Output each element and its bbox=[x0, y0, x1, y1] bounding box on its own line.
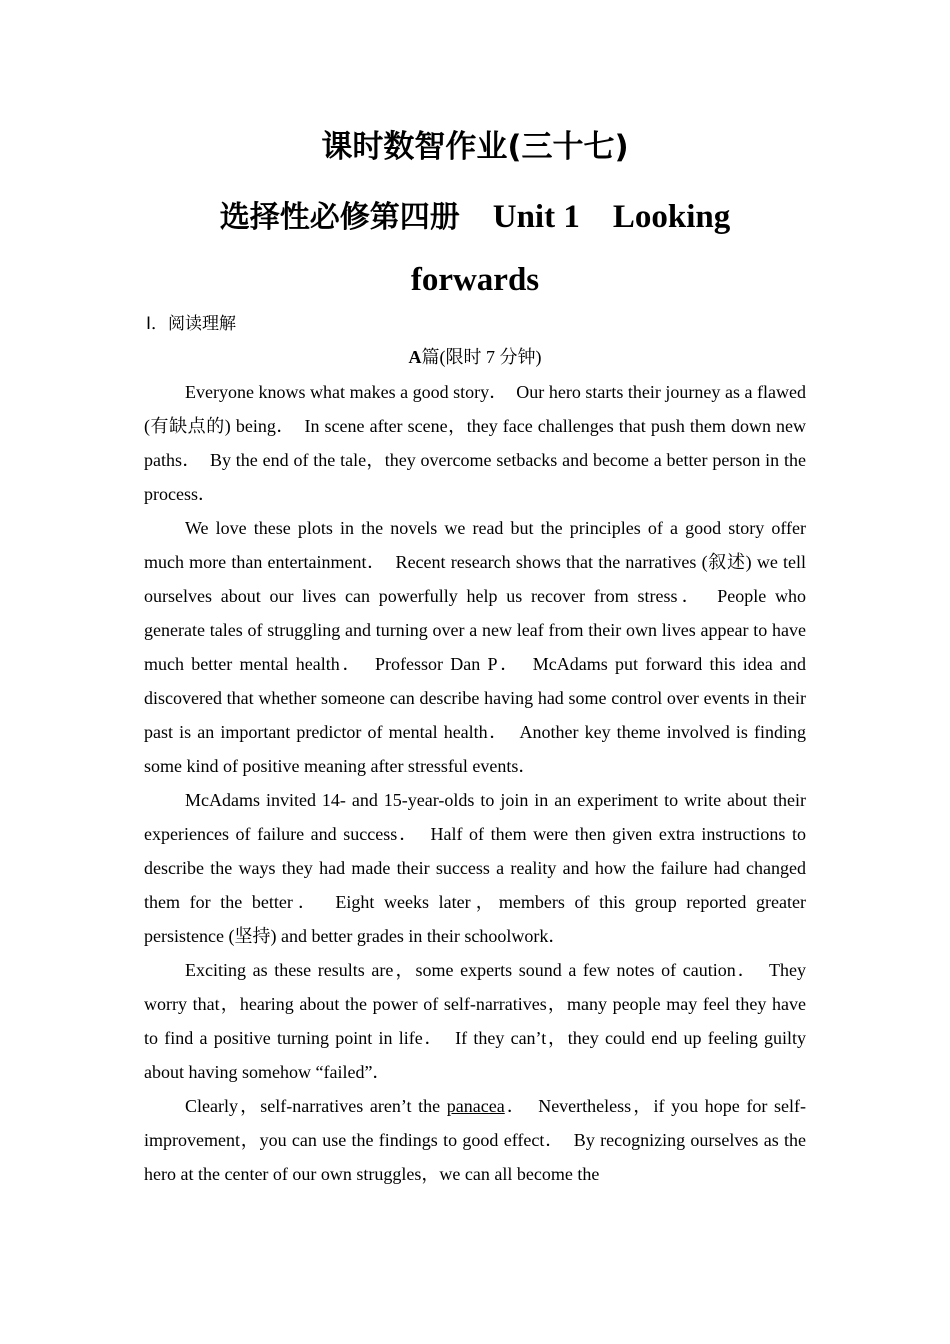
paragraph-5-before: Clearly，self-narratives aren’t the bbox=[185, 1096, 447, 1116]
paragraph-4: Exciting as these results are，some experts sound a few notes of caution． They worry that，hearing about the power of self-narratives，many people may feel they have to find a positive turning point in life． If they can’t，they could end up feeling guilty about having somehow “failed”． bbox=[144, 960, 806, 1082]
underlined-word-panacea: panacea bbox=[446, 1096, 505, 1116]
passage-letter: A bbox=[408, 347, 422, 367]
paragraph-2: We love these plots in the novels we read but the principles of a good story offer much more than entertainment． Recent research shows that the narratives (叙述) we tell ourselves about our lives can powerfully help us recover from stress． People who generate tales of struggling and turning over a new leaf from their own lives appear to have much better mental health． Professor Dan P． McAdams put forward this idea and discovered that whether someone can describe having had some control over events in their past is an important predictor of mental health． Another key theme involved is finding some kind of positive meaning after stressful events． bbox=[144, 518, 806, 776]
page-title: 课时数智作业(三十七) bbox=[321, 129, 629, 165]
passage-time-limit: 篇(限时 7 分钟) bbox=[421, 347, 542, 367]
paragraph-1: Everyone knows what makes a good story． Our hero starts their journey as a flawed (有缺点的) being． In scene after scene，they face challenges that push them down new paths． By the end of the tale，they overcome setbacks and become a better person in the process． bbox=[144, 382, 806, 504]
passage-body bbox=[144, 375, 806, 1191]
paragraph-5-after: ． Nevertheless，if you hope for self-improvement，you can use the findings to good effect． By recognizing ourselves as the hero at the center of our own struggles，we can all become the bbox=[144, 1096, 806, 1184]
page-subtitle bbox=[155, 186, 795, 311]
subtitle-book: 选择性必修第四册 bbox=[219, 200, 460, 235]
subtitle-topic: Looking forwards bbox=[410, 199, 731, 298]
paragraph-3: McAdams invited 14- and 15-year-olds to join in an experiment to write about their experiences of failure and success． Half of them were then given extra instructions to describe the ways they had made their success a reality and how the failure had changed them for the better． Eight weeks later，members of this group reported greater persistence (坚持) and better grades in their schoolwork． bbox=[144, 790, 806, 946]
section-heading: Ⅰ．阅读理解 bbox=[146, 314, 237, 334]
paragraph-5 bbox=[144, 1089, 806, 1191]
passage-label bbox=[0, 345, 950, 369]
subtitle-unit: Unit 1 bbox=[492, 199, 580, 235]
